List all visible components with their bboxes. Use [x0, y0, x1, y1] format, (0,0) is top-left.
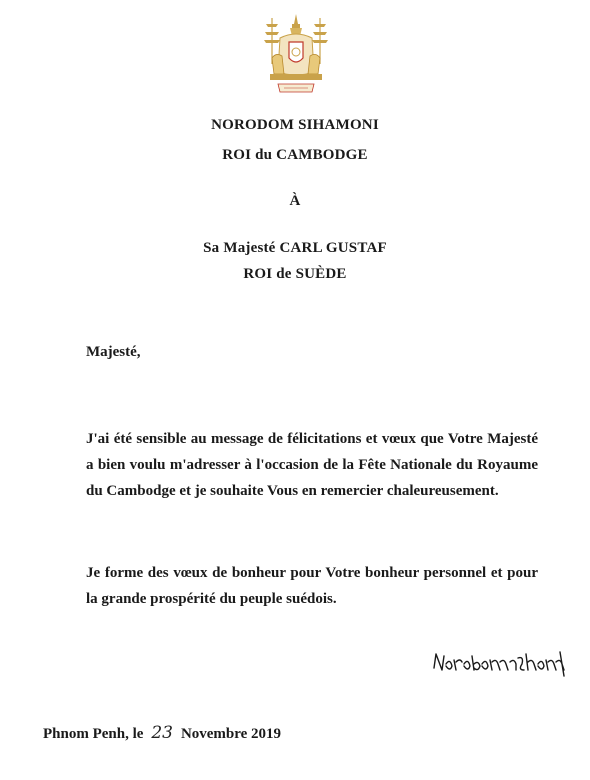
recipient-name: Sa Majesté CARL GUSTAF [203, 240, 387, 256]
month-year: Novembre 2019 [180, 726, 282, 742]
handwritten-signature [430, 646, 570, 680]
addressed-to-word: À [289, 193, 301, 209]
handwritten-day: 23 [151, 723, 173, 743]
place-prefix: Phnom Penh, le [43, 726, 144, 742]
body-paragraph: Je forme des vœux de bonheur pour Votre bonheur personnel et pour la grande prospérité du peuple suédois. [86, 565, 538, 607]
sender-title: ROI du CAMBODGE [222, 147, 368, 163]
body-paragraph: J'ai été sensible au message de félicitations et vœux que Votre Majesté a bien voulu m'adresser à l'occasion de la Fête Nationale du Royaume du Cambodge et je souhaite Vous en remercier chaleureusement. [86, 431, 538, 499]
place-and-date [43, 723, 281, 743]
royal-coat-of-arms-emblem [258, 12, 334, 98]
recipient-title: ROI de SUÈDE [243, 266, 347, 282]
sender-name: NORODOM SIHAMONI [211, 117, 379, 133]
salutation: Majesté, [86, 344, 141, 360]
